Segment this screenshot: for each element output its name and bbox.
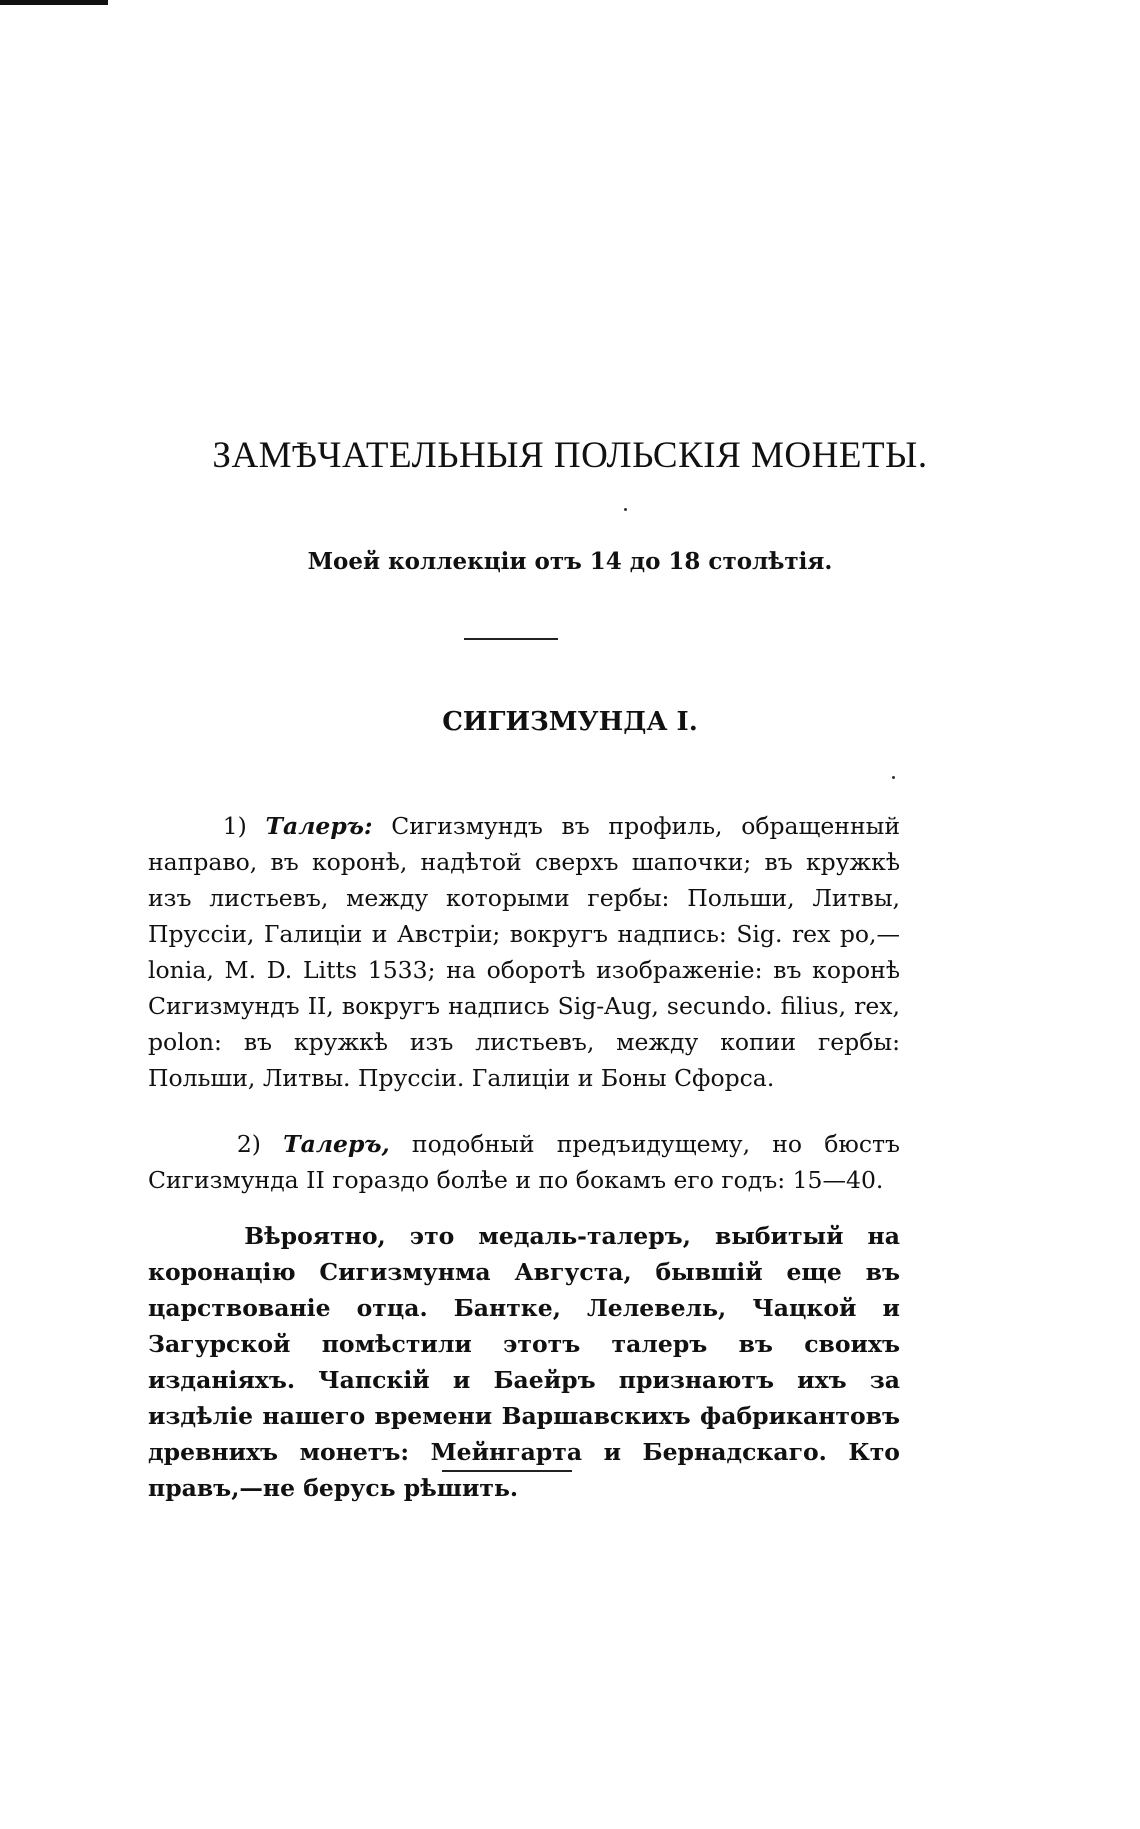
paragraph-2-term: Талеръ, xyxy=(283,1130,390,1158)
page-title: ЗАМѢЧАТЕЛЬНЫЯ ПОЛЬСКІЯ МОНЕТЫ. xyxy=(212,435,928,476)
paragraph-3 xyxy=(148,1218,900,1506)
paragraph-2-number: 2) xyxy=(236,1130,261,1158)
paragraph-1-number: 1) xyxy=(222,812,247,840)
print-speck xyxy=(624,508,627,511)
top-edge-rule xyxy=(0,0,108,5)
closing-rule xyxy=(442,1470,572,1472)
section-heading: СИГИЗМУНДА I. xyxy=(442,707,698,737)
divider-rule xyxy=(464,638,558,640)
print-speck xyxy=(892,776,895,779)
paragraph-1-term: Талеръ: xyxy=(265,812,373,840)
paragraph-2 xyxy=(148,1126,900,1198)
page-subtitle: Моей коллекціи отъ 14 до 18 столѣтія. xyxy=(307,548,833,575)
paragraph-1-text: Сигизмундъ въ профиль, обращенный направо, въ коронѣ, надѣтой сверхъ шапочки; въ кружкѣ изъ листьевъ, между которыми гербы: Польши, Литвы, Пруссіи, Галиціи и Австріи; вокругъ надпись: Sig. rex po,—lonia, M. D. Litts 1533; на оборотѣ изображеніе: въ коронѣ Сигизмундъ II, вокругъ надпись Sig-Aug, secundo. filius, rex, polon: въ кружкѣ изъ листьевъ, между копии гербы: Польши, Литвы. Пруссіи. Галиціи и Боны Сфорса. xyxy=(148,812,900,1092)
paragraph-1 xyxy=(148,808,900,1096)
paragraph-2-text: подобный предъидущему, но бюстъ Сигизмунда II гораздо болѣе и по бокамъ его годъ: 15—40. xyxy=(148,1130,900,1194)
paragraph-3-text: Вѣроятно, это медаль-талеръ, выбитый на коронацію Сигизмунма Августа, бывшій еще въ царствованіе отца. Бантке, Лелевель, Чацкой и Загурской помѣстили этотъ талеръ въ своихъ изданіяхъ. Чапскій и Баейръ признаютъ ихъ за издѣліе нашего времени Варшавскихъ фабрикантовъ древнихъ монетъ: Мейнгарта и Бернадскаго. Кто правъ,—не берусь рѣшить. xyxy=(148,1222,900,1502)
